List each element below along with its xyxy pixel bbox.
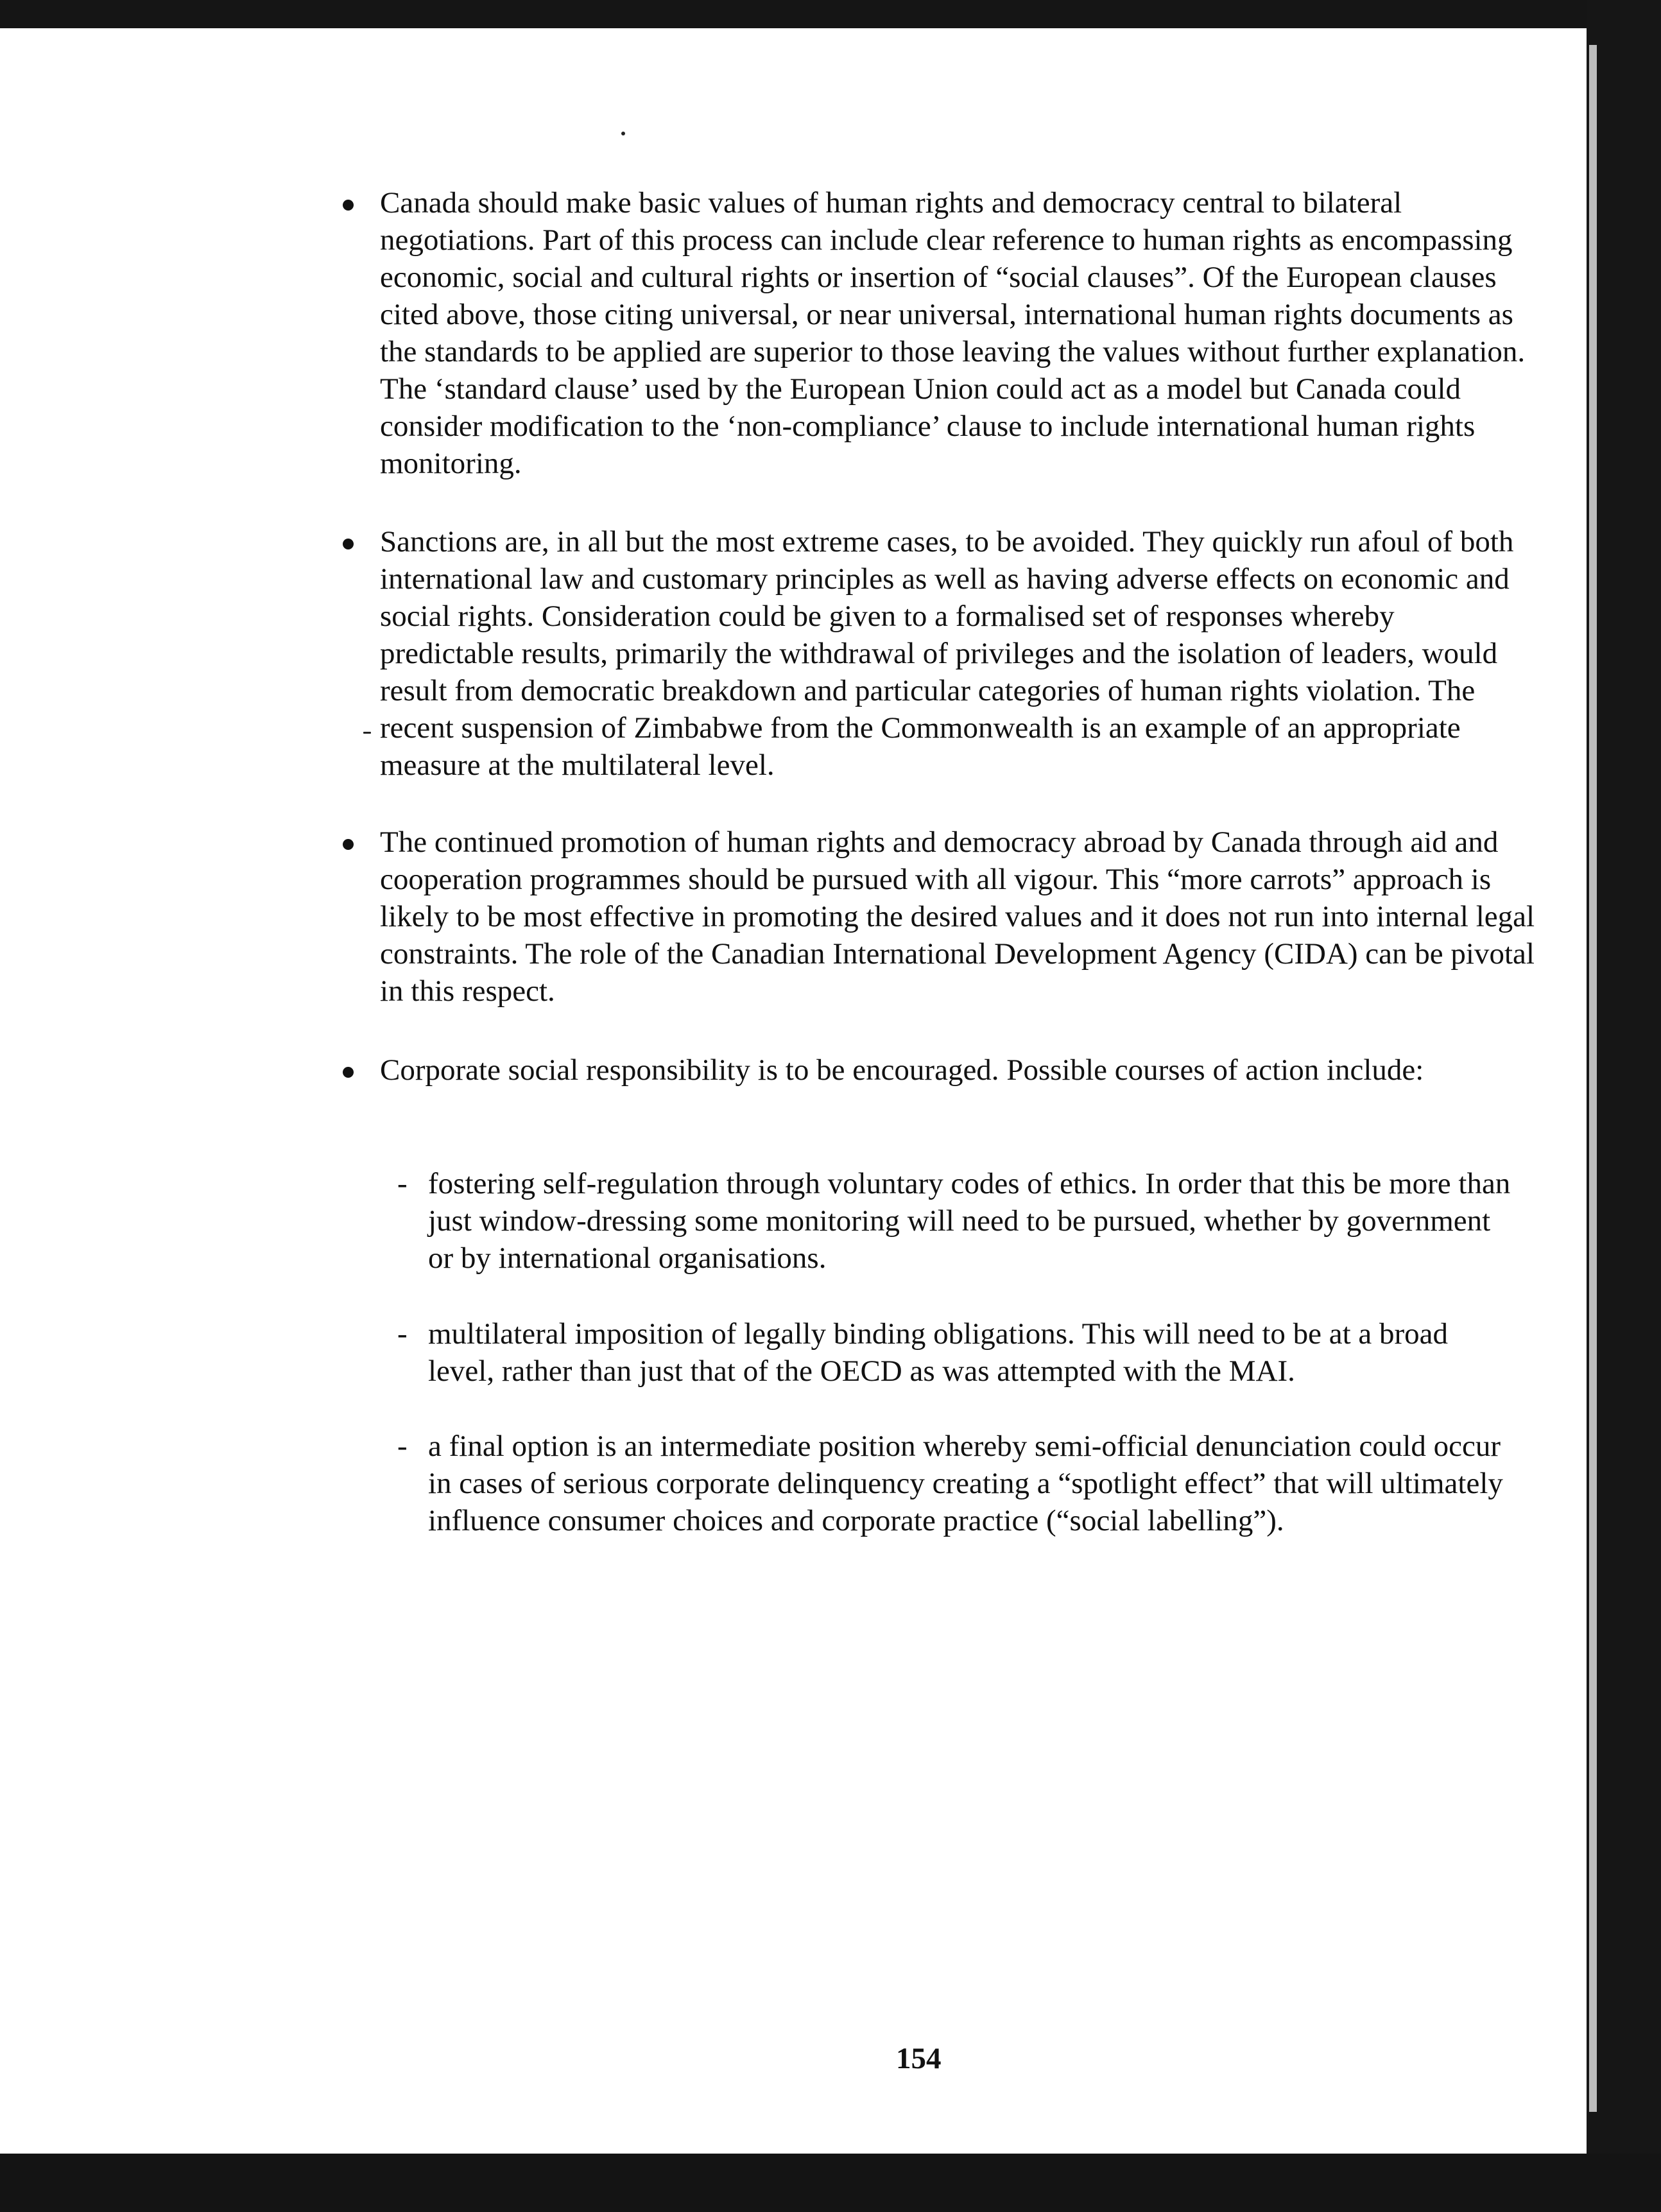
bullet-item-sanctions [380,523,1535,784]
scan-border-right [1587,0,1661,2212]
sub-item-text: a final option is an intermediate position whereby semi-official denunciation could occur in cases of serious corporate delinquency creating a “spotlight effect” that will ultimately influence consumer choices and corporate practice (“social labelling”). [428,1430,1503,1537]
scan-border-bottom [0,2154,1661,2212]
bullet-text: Corporate social responsibility is to be encouraged. Possible courses of action include: [380,1053,1424,1087]
bullet-icon [343,539,354,549]
scan-border-top [0,0,1661,28]
sub-item-binding-obligations [397,1315,1519,1390]
sub-item-text: multilateral imposition of legally binding obligations. This will need to be at a broad level, rather than just that of the OECD as was attempted with the MAI. [428,1317,1449,1388]
bullet-icon [343,839,354,850]
bullet-text: The continued promotion of human rights and democracy abroad by Canada through aid and cooperation programmes should be pursued with all vigour. This “more carrots” approach is likely to be most effective in promoting the desired values and it does not run into internal legal constraints. The role of the Canadian International Development Agency (CIDA) can be pivotal in this respect. [380,825,1535,1008]
dash-marker: - [397,1317,408,1351]
sub-item-text: fostering self-regulation through voluntary codes of ethics. In order that this be more than just window-dressing some monitoring will need to be pursued, whether by government or by international organisations. [428,1167,1511,1275]
bullet-item-aid-promotion [380,824,1535,1010]
dash-marker: - [397,1430,408,1463]
bullet-item-corporate-responsibility [380,1051,1535,1089]
sub-item-self-regulation [397,1165,1519,1277]
bullet-icon [343,1067,354,1078]
scan-speck [621,132,625,135]
page-number: 154 [896,2042,942,2075]
bullet-text: Canada should make basic values of human rights and democracy central to bilateral negotiations. Part of this process can include clear reference to human rights as encompassing economic, social and cultural rights or insertion of “social clauses”. Of the European clauses cited above, those citing universal, or near universal, international human rights documents as the standards to be applied are superior to those leaving the values without further explanation. The ‘standard clause’ used by the European Union could act as a model but Canada could consider modification to the ‘non-compliance’ clause to include international human rights monitoring. [380,186,1526,480]
scan-speck [363,732,371,734]
bullet-item-human-rights-clauses [380,184,1535,482]
page-edge-shadow [1589,45,1597,2112]
sub-item-intermediate-option [397,1428,1519,1539]
bullet-icon [343,200,354,211]
bullet-text: Sanctions are, in all but the most extreme cases, to be avoided. They quickly run afoul of both international law and customary principles as well as having adverse effects on economic and social rights. Consideration could be given to a formalised set of responses whereby predictable results, primarily the withdrawal of privileges and the isolation of leaders, would result from democratic breakdown and particular categories of human rights violation. The recent suspension of Zimbabwe from the Commonwealth is an example of an appropriate measure at the multilateral level. [380,525,1514,782]
dash-marker: - [397,1167,408,1200]
